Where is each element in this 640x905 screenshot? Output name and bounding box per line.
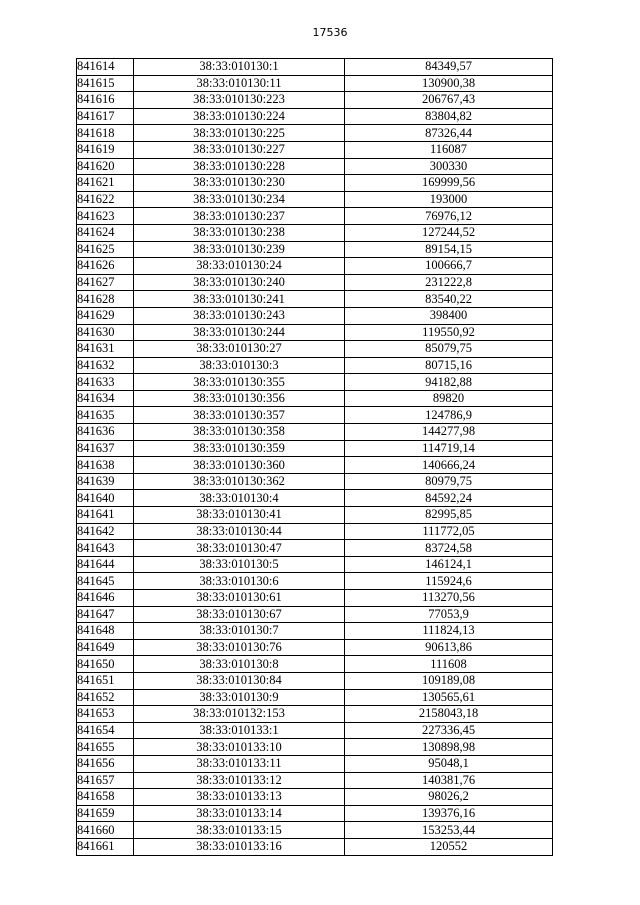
cadastral-number-cell: 38:33:010133:11 xyxy=(134,755,345,772)
cadastral-number-cell: 38:33:010133:14 xyxy=(134,805,345,822)
row-number-cell: 841646 xyxy=(77,590,134,607)
value-cell: 76976,12 xyxy=(345,208,553,225)
table-row xyxy=(77,490,553,507)
value-cell: 130900,38 xyxy=(345,75,553,92)
table-row xyxy=(77,623,553,640)
row-number-cell: 841620 xyxy=(77,158,134,175)
value-cell: 206767,43 xyxy=(345,92,553,109)
row-number-cell: 841631 xyxy=(77,341,134,358)
value-cell: 85079,75 xyxy=(345,341,553,358)
table-row xyxy=(77,639,553,656)
row-number-cell: 841633 xyxy=(77,374,134,391)
table-row xyxy=(77,722,553,739)
cadastral-number-cell: 38:33:010133:15 xyxy=(134,822,345,839)
value-cell: 111824,13 xyxy=(345,623,553,640)
cadastral-number-cell: 38:33:010130:67 xyxy=(134,606,345,623)
cadastral-number-cell: 38:33:010130:47 xyxy=(134,540,345,557)
table-row xyxy=(77,440,553,457)
value-cell: 90613,86 xyxy=(345,639,553,656)
row-number-cell: 841658 xyxy=(77,789,134,806)
table-body xyxy=(77,59,553,856)
table-row xyxy=(77,739,553,756)
cadastral-number-cell: 38:33:010133:16 xyxy=(134,838,345,855)
cadastral-table xyxy=(76,58,553,856)
value-cell: 83804,82 xyxy=(345,108,553,125)
cadastral-number-cell: 38:33:010130:239 xyxy=(134,241,345,258)
value-cell: 193000 xyxy=(345,191,553,208)
row-number-cell: 841632 xyxy=(77,357,134,374)
cadastral-number-cell: 38:33:010130:237 xyxy=(134,208,345,225)
value-cell: 98026,2 xyxy=(345,789,553,806)
table-row xyxy=(77,224,553,241)
row-number-cell: 841617 xyxy=(77,108,134,125)
value-cell: 127244,52 xyxy=(345,224,553,241)
cadastral-number-cell: 38:33:010130:227 xyxy=(134,141,345,158)
table-row xyxy=(77,556,553,573)
cadastral-number-cell: 38:33:010130:24 xyxy=(134,258,345,275)
row-number-cell: 841661 xyxy=(77,838,134,855)
table-row xyxy=(77,789,553,806)
table-row xyxy=(77,672,553,689)
row-number-cell: 841645 xyxy=(77,573,134,590)
value-cell: 398400 xyxy=(345,307,553,324)
table-row xyxy=(77,108,553,125)
cadastral-number-cell: 38:33:010130:358 xyxy=(134,424,345,441)
cadastral-number-cell: 38:33:010133:13 xyxy=(134,789,345,806)
table-row xyxy=(77,540,553,557)
row-number-cell: 841647 xyxy=(77,606,134,623)
row-number-cell: 841637 xyxy=(77,440,134,457)
table-row xyxy=(77,424,553,441)
cadastral-number-cell: 38:33:010130:240 xyxy=(134,274,345,291)
value-cell: 140666,24 xyxy=(345,457,553,474)
page-number: 17536 xyxy=(312,26,348,39)
row-number-cell: 841626 xyxy=(77,258,134,275)
value-cell: 140381,76 xyxy=(345,772,553,789)
table-row xyxy=(77,805,553,822)
value-cell: 77053,9 xyxy=(345,606,553,623)
value-cell: 114719,14 xyxy=(345,440,553,457)
table-row xyxy=(77,523,553,540)
cadastral-number-cell: 38:33:010130:61 xyxy=(134,590,345,607)
value-cell: 120552 xyxy=(345,838,553,855)
cadastral-number-cell: 38:33:010130:6 xyxy=(134,573,345,590)
row-number-cell: 841624 xyxy=(77,224,134,241)
value-cell: 119550,92 xyxy=(345,324,553,341)
table-row xyxy=(77,258,553,275)
value-cell: 83724,58 xyxy=(345,540,553,557)
cadastral-number-cell: 38:33:010130:356 xyxy=(134,390,345,407)
value-cell: 116087 xyxy=(345,141,553,158)
value-cell: 84349,57 xyxy=(345,59,553,76)
table-row xyxy=(77,407,553,424)
cadastral-number-cell: 38:33:010130:76 xyxy=(134,639,345,656)
cadastral-number-cell: 38:33:010130:241 xyxy=(134,291,345,308)
row-number-cell: 841628 xyxy=(77,291,134,308)
table-row xyxy=(77,357,553,374)
table-row xyxy=(77,473,553,490)
value-cell: 89820 xyxy=(345,390,553,407)
cadastral-number-cell: 38:33:010130:238 xyxy=(134,224,345,241)
row-number-cell: 841619 xyxy=(77,141,134,158)
cadastral-number-cell: 38:33:010130:228 xyxy=(134,158,345,175)
value-cell: 95048,1 xyxy=(345,755,553,772)
cadastral-number-cell: 38:33:010130:4 xyxy=(134,490,345,507)
cadastral-number-cell: 38:33:010132:153 xyxy=(134,706,345,723)
cadastral-number-cell: 38:33:010130:8 xyxy=(134,656,345,673)
row-number-cell: 841614 xyxy=(77,59,134,76)
cadastral-number-cell: 38:33:010130:362 xyxy=(134,473,345,490)
cadastral-number-cell: 38:33:010130:360 xyxy=(134,457,345,474)
value-cell: 124786,9 xyxy=(345,407,553,424)
row-number-cell: 841634 xyxy=(77,390,134,407)
table-row xyxy=(77,457,553,474)
row-number-cell: 841650 xyxy=(77,656,134,673)
row-number-cell: 841640 xyxy=(77,490,134,507)
row-number-cell: 841638 xyxy=(77,457,134,474)
value-cell: 113270,56 xyxy=(345,590,553,607)
row-number-cell: 841625 xyxy=(77,241,134,258)
cadastral-number-cell: 38:33:010130:244 xyxy=(134,324,345,341)
cadastral-number-cell: 38:33:010133:1 xyxy=(134,722,345,739)
table-row xyxy=(77,324,553,341)
cadastral-number-cell: 38:33:010130:357 xyxy=(134,407,345,424)
table-row xyxy=(77,175,553,192)
row-number-cell: 841621 xyxy=(77,175,134,192)
cadastral-number-cell: 38:33:010130:224 xyxy=(134,108,345,125)
value-cell: 115924,6 xyxy=(345,573,553,590)
row-number-cell: 841639 xyxy=(77,473,134,490)
row-number-cell: 841627 xyxy=(77,274,134,291)
cadastral-number-cell: 38:33:010133:12 xyxy=(134,772,345,789)
table-row xyxy=(77,838,553,855)
row-number-cell: 841615 xyxy=(77,75,134,92)
table-row xyxy=(77,59,553,76)
table-row xyxy=(77,158,553,175)
table-row xyxy=(77,241,553,258)
row-number-cell: 841648 xyxy=(77,623,134,640)
row-number-cell: 841636 xyxy=(77,424,134,441)
value-cell: 89154,15 xyxy=(345,241,553,258)
cadastral-number-cell: 38:33:010130:27 xyxy=(134,341,345,358)
table-row xyxy=(77,274,553,291)
table-row xyxy=(77,291,553,308)
table-row xyxy=(77,208,553,225)
cadastral-number-cell: 38:33:010130:359 xyxy=(134,440,345,457)
value-cell: 146124,1 xyxy=(345,556,553,573)
row-number-cell: 841655 xyxy=(77,739,134,756)
table-row xyxy=(77,341,553,358)
cadastral-number-cell: 38:33:010130:234 xyxy=(134,191,345,208)
row-number-cell: 841629 xyxy=(77,307,134,324)
table-row xyxy=(77,689,553,706)
table-row xyxy=(77,755,553,772)
row-number-cell: 841641 xyxy=(77,507,134,524)
row-number-cell: 841653 xyxy=(77,706,134,723)
table-row xyxy=(77,507,553,524)
table-row xyxy=(77,706,553,723)
row-number-cell: 841644 xyxy=(77,556,134,573)
cadastral-number-cell: 38:33:010133:10 xyxy=(134,739,345,756)
value-cell: 94182,88 xyxy=(345,374,553,391)
value-cell: 231222,8 xyxy=(345,274,553,291)
row-number-cell: 841635 xyxy=(77,407,134,424)
value-cell: 111772,05 xyxy=(345,523,553,540)
cadastral-number-cell: 38:33:010130:41 xyxy=(134,507,345,524)
row-number-cell: 841630 xyxy=(77,324,134,341)
cadastral-number-cell: 38:33:010130:355 xyxy=(134,374,345,391)
table-row xyxy=(77,374,553,391)
table-row xyxy=(77,772,553,789)
table-row xyxy=(77,656,553,673)
row-number-cell: 841616 xyxy=(77,92,134,109)
row-number-cell: 841654 xyxy=(77,722,134,739)
cadastral-number-cell: 38:33:010130:11 xyxy=(134,75,345,92)
row-number-cell: 841656 xyxy=(77,755,134,772)
table-row xyxy=(77,141,553,158)
value-cell: 111608 xyxy=(345,656,553,673)
value-cell: 144277,98 xyxy=(345,424,553,441)
cadastral-number-cell: 38:33:010130:243 xyxy=(134,307,345,324)
cadastral-number-cell: 38:33:010130:225 xyxy=(134,125,345,142)
value-cell: 100666,7 xyxy=(345,258,553,275)
value-cell: 130565,61 xyxy=(345,689,553,706)
row-number-cell: 841652 xyxy=(77,689,134,706)
row-number-cell: 841649 xyxy=(77,639,134,656)
value-cell: 84592,24 xyxy=(345,490,553,507)
table-row xyxy=(77,92,553,109)
value-cell: 82995,85 xyxy=(345,507,553,524)
cadastral-number-cell: 38:33:010130:3 xyxy=(134,357,345,374)
value-cell: 227336,45 xyxy=(345,722,553,739)
cadastral-number-cell: 38:33:010130:44 xyxy=(134,523,345,540)
table-row xyxy=(77,307,553,324)
value-cell: 80715,16 xyxy=(345,357,553,374)
table-row xyxy=(77,822,553,839)
value-cell: 130898,98 xyxy=(345,739,553,756)
cadastral-number-cell: 38:33:010130:7 xyxy=(134,623,345,640)
row-number-cell: 841651 xyxy=(77,672,134,689)
table-row xyxy=(77,590,553,607)
value-cell: 300330 xyxy=(345,158,553,175)
row-number-cell: 841622 xyxy=(77,191,134,208)
row-number-cell: 841659 xyxy=(77,805,134,822)
value-cell: 153253,44 xyxy=(345,822,553,839)
cadastral-number-cell: 38:33:010130:84 xyxy=(134,672,345,689)
table-row xyxy=(77,390,553,407)
value-cell: 139376,16 xyxy=(345,805,553,822)
table-row xyxy=(77,191,553,208)
table-row xyxy=(77,125,553,142)
cadastral-number-cell: 38:33:010130:223 xyxy=(134,92,345,109)
row-number-cell: 841642 xyxy=(77,523,134,540)
row-number-cell: 841643 xyxy=(77,540,134,557)
value-cell: 169999,56 xyxy=(345,175,553,192)
value-cell: 80979,75 xyxy=(345,473,553,490)
cadastral-number-cell: 38:33:010130:5 xyxy=(134,556,345,573)
row-number-cell: 841660 xyxy=(77,822,134,839)
value-cell: 109189,08 xyxy=(345,672,553,689)
table-row xyxy=(77,573,553,590)
row-number-cell: 841657 xyxy=(77,772,134,789)
cadastral-number-cell: 38:33:010130:1 xyxy=(134,59,345,76)
cadastral-number-cell: 38:33:010130:9 xyxy=(134,689,345,706)
value-cell: 83540,22 xyxy=(345,291,553,308)
value-cell: 87326,44 xyxy=(345,125,553,142)
table-row xyxy=(77,606,553,623)
cadastral-number-cell: 38:33:010130:230 xyxy=(134,175,345,192)
row-number-cell: 841623 xyxy=(77,208,134,225)
table-row xyxy=(77,75,553,92)
row-number-cell: 841618 xyxy=(77,125,134,142)
value-cell: 2158043,18 xyxy=(345,706,553,723)
